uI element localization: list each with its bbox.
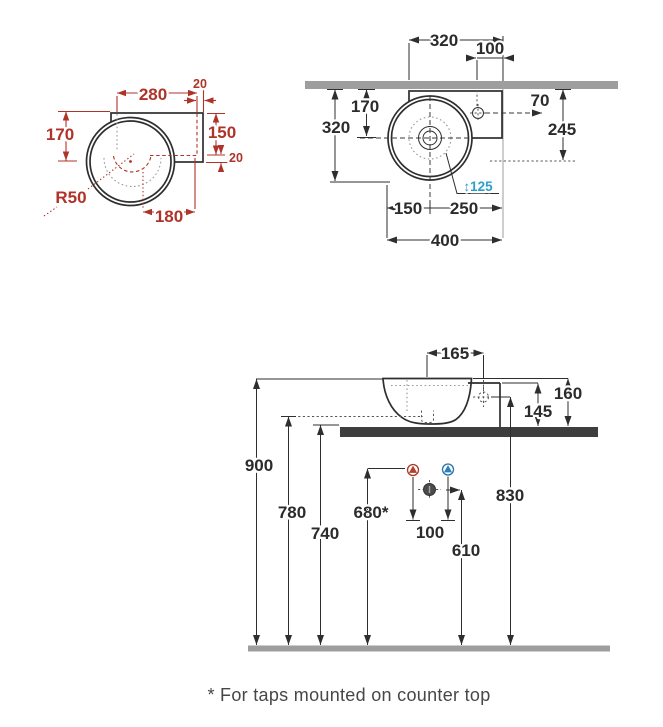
dim-label-610: 610 (451, 541, 481, 560)
cold-water-symbol (443, 464, 454, 475)
floor-bar (248, 646, 610, 652)
footnote: * For taps mounted on counter top (207, 685, 491, 705)
dim-780 (278, 417, 306, 646)
dim-680 (354, 469, 405, 646)
dim-170-wall (351, 90, 379, 138)
dim-label-150: 150 (207, 123, 237, 142)
dim-label-20-right: 20 (229, 151, 243, 165)
dim-label-170: 170 (45, 125, 75, 144)
dim-label-680: 680* (353, 503, 389, 522)
dim-740 (311, 425, 339, 645)
dim-label-100-top: 100 (475, 39, 505, 58)
wall-bar (305, 81, 618, 89)
dim-label-320-top: 320 (429, 31, 459, 50)
dim-label-780: 780 (277, 503, 307, 522)
dim-label-160: 160 (553, 384, 583, 403)
dim-label-70: 70 (530, 91, 550, 110)
elevation-view (245, 344, 610, 652)
plan-detail-view (44, 77, 243, 226)
dim-20-top (184, 77, 216, 112)
dim-20-right (206, 147, 243, 170)
dim-label-320-left: 320 (321, 118, 351, 137)
center-mark (129, 160, 132, 163)
plan-view (305, 31, 618, 250)
dim-label-170: 170 (350, 97, 380, 116)
dim-label-r50: R50 (55, 188, 87, 207)
dim-label-125: ↕125 (463, 179, 493, 194)
dim-label-740: 740 (310, 524, 340, 543)
dim-label-165: 165 (440, 344, 470, 363)
dim-150-right (207, 114, 236, 156)
dim-label-830: 830 (495, 486, 525, 505)
dim-label-250: 250 (449, 199, 479, 218)
hot-water-symbol (408, 465, 419, 476)
counter-bar (340, 427, 598, 437)
dim-900 (245, 379, 273, 645)
dim-label-20-top: 20 (193, 77, 207, 91)
dim-label-245: 245 (547, 120, 577, 139)
dim-label-100: 100 (415, 523, 445, 542)
dim-label-400: 400 (430, 231, 460, 250)
dim-label-900: 900 (244, 456, 274, 475)
dim-610 (446, 490, 480, 645)
dim-145 (524, 384, 552, 427)
dim-label-150: 150 (393, 199, 423, 218)
dim-280 (117, 85, 197, 112)
dim-160 (554, 379, 582, 427)
dim-label-180: 180 (154, 207, 184, 226)
dim-400 (387, 231, 502, 250)
dim-label-280: 280 (138, 85, 168, 104)
dim-label-145: 145 (523, 402, 553, 421)
waste-outlet-symbol (418, 480, 441, 499)
